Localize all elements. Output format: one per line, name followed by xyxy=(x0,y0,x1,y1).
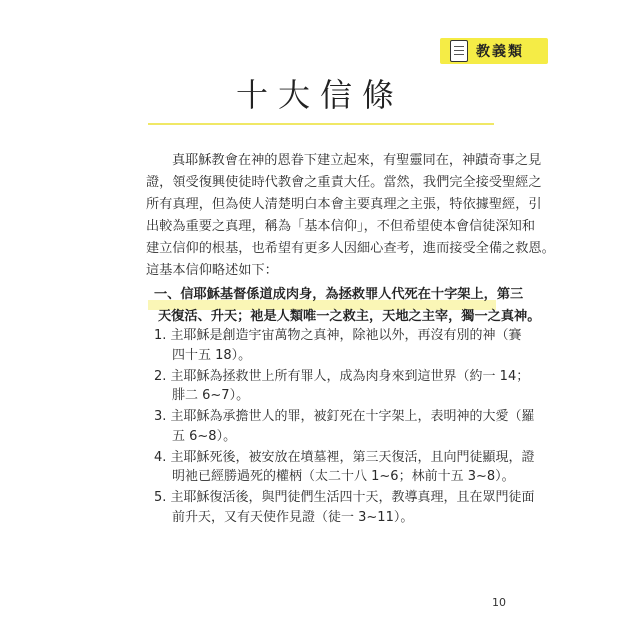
list-item-line: 4. 主耶穌死後，被安放在墳墓裡，第三天復活，且向門徒顯現，證 xyxy=(154,449,535,465)
list-item xyxy=(154,367,530,406)
list-item-line: 前升天，又有天使作見證（徒一 3~11）。 xyxy=(172,509,414,525)
intro-line: 這基本信仰略述如下： xyxy=(146,263,278,278)
list-item-line: 四十五 18）。 xyxy=(172,347,252,363)
title-divider xyxy=(148,123,494,125)
list-item xyxy=(154,448,535,487)
intro-paragraph xyxy=(146,150,555,282)
list-item-line: 五 6~8）。 xyxy=(172,428,237,444)
doctrine-list xyxy=(154,326,535,529)
list-item xyxy=(154,326,522,365)
list-item-line: 1. 主耶穌是創造宇宙萬物之真神，除祂以外，再沒有別的神（賽 xyxy=(154,328,522,343)
list-item-line: 明祂已經勝過死的權柄（太二十八 1~6；林前十五 3~8）。 xyxy=(172,469,515,484)
section-heading xyxy=(154,284,541,328)
section-heading-line: 一、信耶穌基督係道成肉身，為拯救罪人代死在十字架上，第三 xyxy=(154,287,524,302)
list-item-line: 2. 主耶穌為拯救世上所有罪人，成為肉身來到這世界（約一 14； xyxy=(154,368,530,384)
section-heading-line: 天復活、升天；祂是人類唯一之救主，天地之主宰，獨一之真神。 xyxy=(158,309,541,324)
list-item-line: 5. 主耶穌復活後，與門徒們生活四十天，教導真理，且在眾門徒面 xyxy=(154,490,535,505)
book-icon xyxy=(450,40,468,62)
list-item xyxy=(154,488,535,527)
intro-line: 出較為重要之真理，稱為「基本信仰」，不但希望使本會信徒深知和 xyxy=(146,219,536,234)
intro-line: 建立信仰的根基，也希望有更多人因細心查考，進而接受全備之救恩。 xyxy=(146,241,555,256)
intro-line: 所有真理，但為使人清楚明白本會主要真理之主張，特依據聖經，引 xyxy=(146,197,542,212)
list-item-line: 3. 主耶穌為承擔世人的罪，被釘死在十字架上，表明神的大愛（羅 xyxy=(154,409,535,424)
list-item xyxy=(154,407,535,446)
category-label: 教義類 xyxy=(476,44,524,60)
page-number: 10 xyxy=(492,596,506,609)
list-item-line: 腓二 6~7）。 xyxy=(172,388,250,403)
intro-line: 證，領受復興使徒時代教會之重責大任。當然，我們完全接受聖經之 xyxy=(146,175,542,190)
intro-line: 真耶穌教會在神的恩眷下建立起來，有聖靈同在，神蹟奇事之見 xyxy=(172,153,542,168)
page-title: 十大信條 xyxy=(235,76,404,114)
